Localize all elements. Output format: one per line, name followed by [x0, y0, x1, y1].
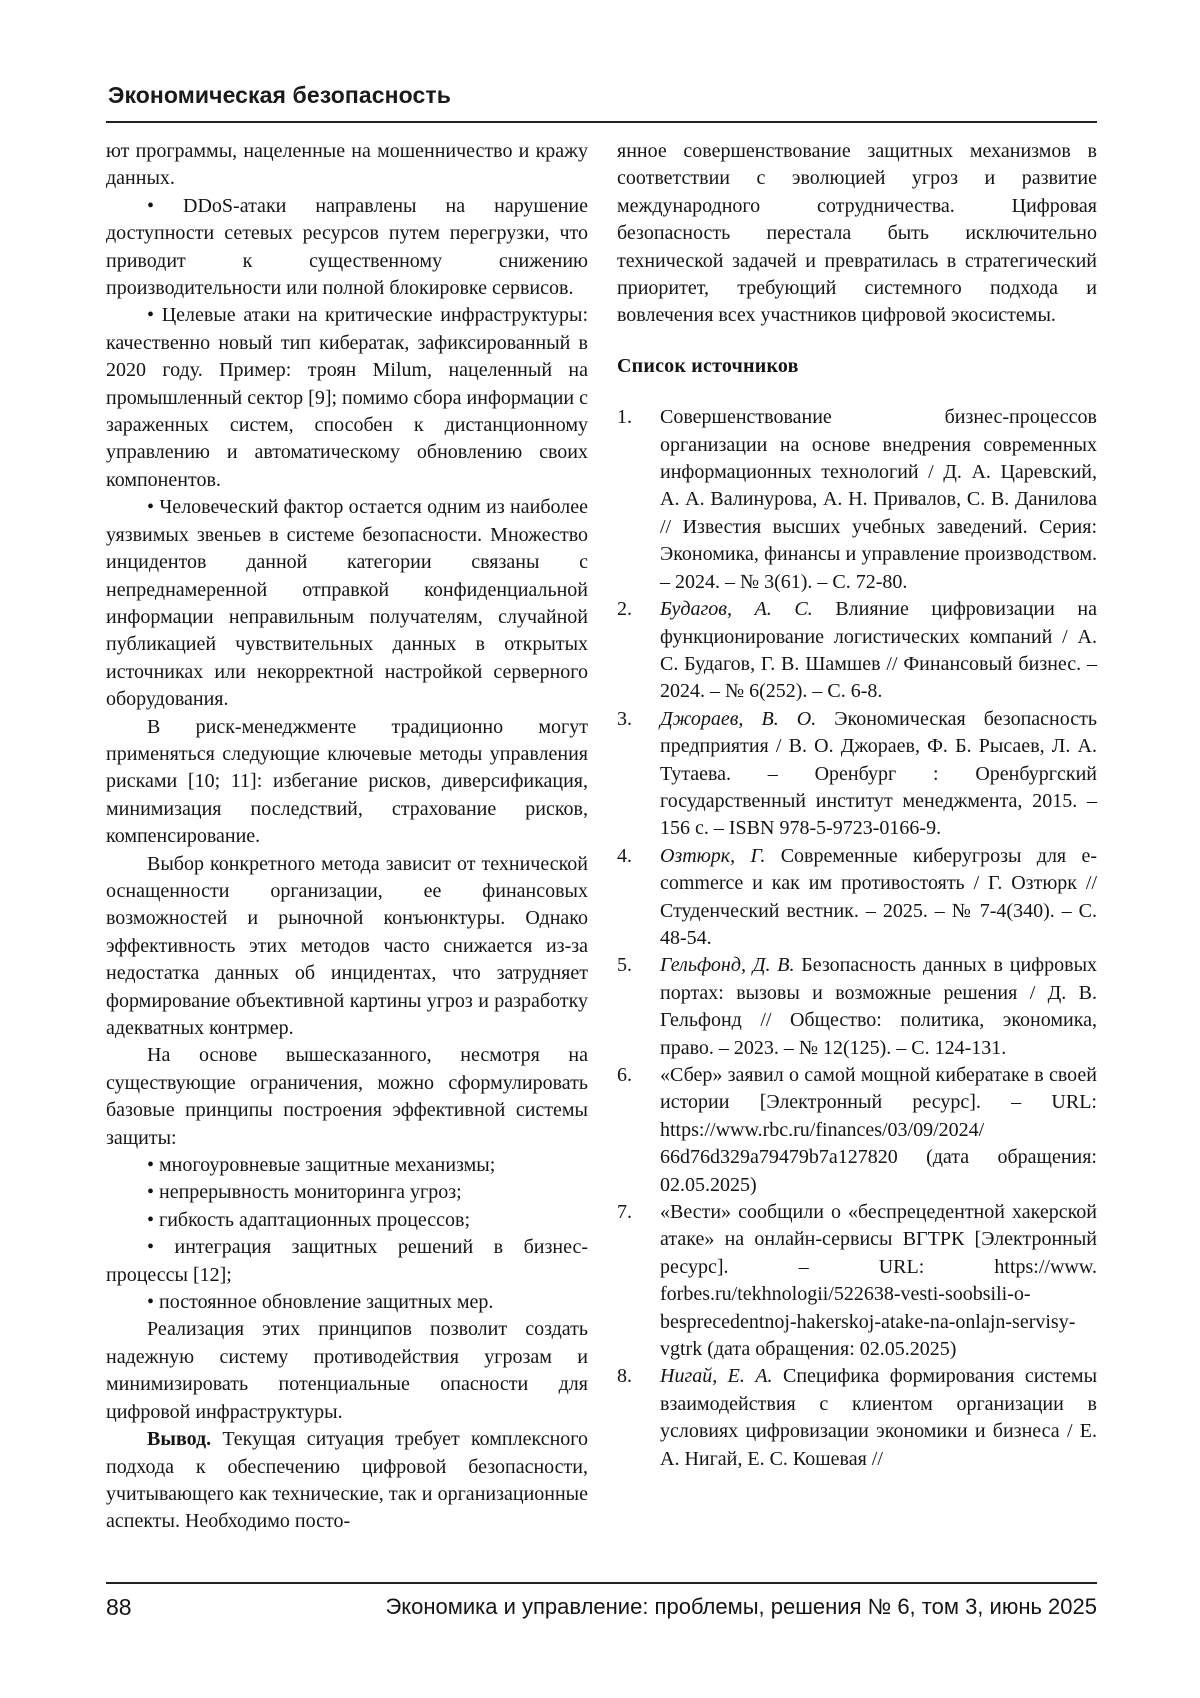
- reference-item: [617, 1363, 1097, 1473]
- reference-text: Специфика формирования системы взаимодействия с клиентом организации в условиях цифровизации экономики и бизнеса / Е. А. Нигай, Е. С. Кошевая //: [660, 1365, 1097, 1470]
- bullet-ddos: • DDoS-атаки направлены на нарушение доступности сетевых ресурсов путем перегрузки, что приводит к существенному снижению производительности или полной блокировке сервисов.: [106, 193, 588, 303]
- left-column: [106, 138, 588, 1536]
- reference-number: 3.: [617, 707, 632, 730]
- reference-item: [617, 404, 1097, 596]
- reference-author: Озтюрк, Г.: [660, 844, 766, 867]
- reference-text: Современные киберугрозы для e-commerce и как им противостоять / Г. Озтюрк // Студенческий вестник. – 2025. – № 7-4(340). – С. 48-54.: [660, 844, 1097, 949]
- reference-text: Совершенствование бизнес-процессов организации на основе внедрения современных информационных технологий / Д. А. Царевский, А. А. Валинурова, А. Н. Привалов, С. В. Данилова // Известия высших учебных заведений. Серия: Экономика, финансы и управление производством. – 2024. – № 3(61). – С. 72-80.: [660, 406, 1097, 593]
- reference-text: «Вести» сообщили о «беспрецедентной хакерской атаке» на онлайн-сервисы ВГТРК [Электронный ресурс]. – URL: https://www. forbes.ru/tekhnologii/522638-vesti-soobsili-o-besprecedentnoj-hakerskoj-atake-na-onlajn-servisy-vgtrk (дата обращения: 02.05.2025): [660, 1201, 1097, 1361]
- right-paragraph-1: янное совершенствование защитных механизмов в соответствии с эволюцией угроз и развитие международного сотрудничества. Цифровая безопасность перестала быть исключительно технической задачей и превратилась в стратегический приоритет, требующий системного подхода и вовлечения всех участников цифровой экосистемы.: [617, 140, 1097, 327]
- header-rule: [106, 121, 1097, 123]
- reference-number: 1.: [617, 406, 632, 429]
- page-number: 88: [106, 1594, 132, 1620]
- reference-author: Будагов, А. С.: [660, 598, 813, 621]
- reference-number: 7.: [617, 1201, 632, 1224]
- left-paragraph-implementation: Реализация этих принципов позволит создать надежную систему противодействия угрозам и минимизировать потенциальные опасности для цифровой инфраструктуры.: [106, 1318, 588, 1423]
- conclusion-paragraph: [106, 1426, 588, 1536]
- reference-text: Влияние цифровизации на функционирование логистических компаний / А. С. Будагов, Г. В. Шамшев // Финансовый бизнес. – 2024. – № 6(252). – С. 6-8.: [660, 598, 1098, 703]
- principle-list-item: • гибкость адаптационных процессов;: [106, 1207, 588, 1234]
- reference-text: Экономическая безопасность предприятия / В. О. Джораев, Ф. Б. Рысаев, Л. А. Тутаева. – Оренбург : Оренбургский государственный институт менеджмента, 2015. – 156 с. – ISBN 978-5-9723-0166-9.: [660, 707, 1097, 840]
- reference-text: Безопасность данных в цифровых портах: вызовы и возможные решения / Д. В. Гельфонд // Общество: политика, экономика, право. – 2023. – № 12(125). – С. 124-131.: [660, 954, 1098, 1059]
- conclusion-text: Текущая ситуация требует комплексного подхода к обеспечению цифровой безопасности, учитывающего как технические, так и организационные аспекты. Необходимо посто-: [106, 1428, 588, 1533]
- references-heading: Список источников: [617, 354, 799, 377]
- reference-author: Джораев, В. О.: [660, 707, 817, 730]
- left-paragraph-risk-management: В риск-менеджменте традиционно могут применяться следующие ключевые методы управления рисками [10; 11]: избегание рисков, диверсификация, минимизация последствий, страхование рисков, компенсирование.: [106, 715, 588, 848]
- principle-list-item: • многоуровневые защитные механизмы;: [106, 1152, 588, 1179]
- left-paragraph-1: ют программы, нацеленные на мошенничество и кражу данных.: [106, 140, 588, 190]
- left-paragraph-principles-intro: На основе вышесказанного, несмотря на существующие ограничения, можно сформулировать базовые принципы построения эффективной системы защиты:: [106, 1044, 588, 1149]
- reference-number: 4.: [617, 844, 632, 867]
- reference-number: 2.: [617, 598, 632, 621]
- reference-item: [617, 1062, 1097, 1199]
- reference-author: Гельфонд, Д. В.: [660, 954, 795, 977]
- left-paragraph-method-choice: Выбор конкретного метода зависит от технической оснащенности организации, ее финансовых возможностей и рыночной конъюнктуры. Однако эффективность этих методов часто снижается из-за недостатка данных об инцидентах, что затрудняет формирование объективной картины угроз и разработку адекватных контрмер.: [106, 852, 588, 1039]
- footer-rule: [106, 1582, 1097, 1584]
- bullet-human-factor: • Человеческий фактор остается одним из наиболее уязвимых звеньев в системе безопасности. Множество инцидентов данной категории связаны с непреднамеренной отправкой конфиденциальной информации неправильным получателям, случайной публикацией чувствительных данных в открытых источниках или некорректной настройкой серверного оборудования.: [106, 494, 588, 713]
- bullet-targeted-attacks: • Целевые атаки на критические инфраструктуры: качественно новый тип кибератак, зафиксированный в 2020 году. Пример: троян Milum, нацеленный на промышленный сектор [9]; помимо сбора информации с зараженных систем, способен к дистанционному управлению и автоматическому обновлению своих компонентов.: [106, 302, 588, 494]
- reference-item: [617, 706, 1097, 843]
- page-header-title: Экономическая безопасность: [108, 82, 451, 108]
- reference-item: [617, 952, 1097, 1062]
- journal-footer: Экономика и управление: проблемы, решения № 6, том 3, июнь 2025: [385, 1594, 1097, 1619]
- reference-item: [617, 596, 1097, 706]
- principle-list-item: • интеграция защитных решений в бизнес-процессы [12];: [106, 1234, 588, 1289]
- right-column: [617, 138, 1097, 1473]
- principle-list-item: • непрерывность мониторинга угроз;: [106, 1179, 588, 1206]
- principle-list-item: • постоянное обновление защитных мер.: [106, 1289, 588, 1316]
- reference-number: 8.: [617, 1365, 632, 1388]
- conclusion-label: Вывод.: [147, 1428, 212, 1451]
- reference-item: [617, 1199, 1097, 1363]
- reference-author: Нигай, Е. А.: [660, 1365, 773, 1388]
- reference-number: 5.: [617, 954, 632, 977]
- reference-text: «Сбер» заявил о самой мощной кибератаке в своей истории [Электронный ресурс]. – URL: https://www.rbc.ru/finances/03/09/2024/ 66d76d329a79479b7a127820 (дата обращения: 02.05.2025): [660, 1064, 1097, 1196]
- reference-item: [617, 843, 1097, 953]
- reference-number: 6.: [617, 1064, 632, 1086]
